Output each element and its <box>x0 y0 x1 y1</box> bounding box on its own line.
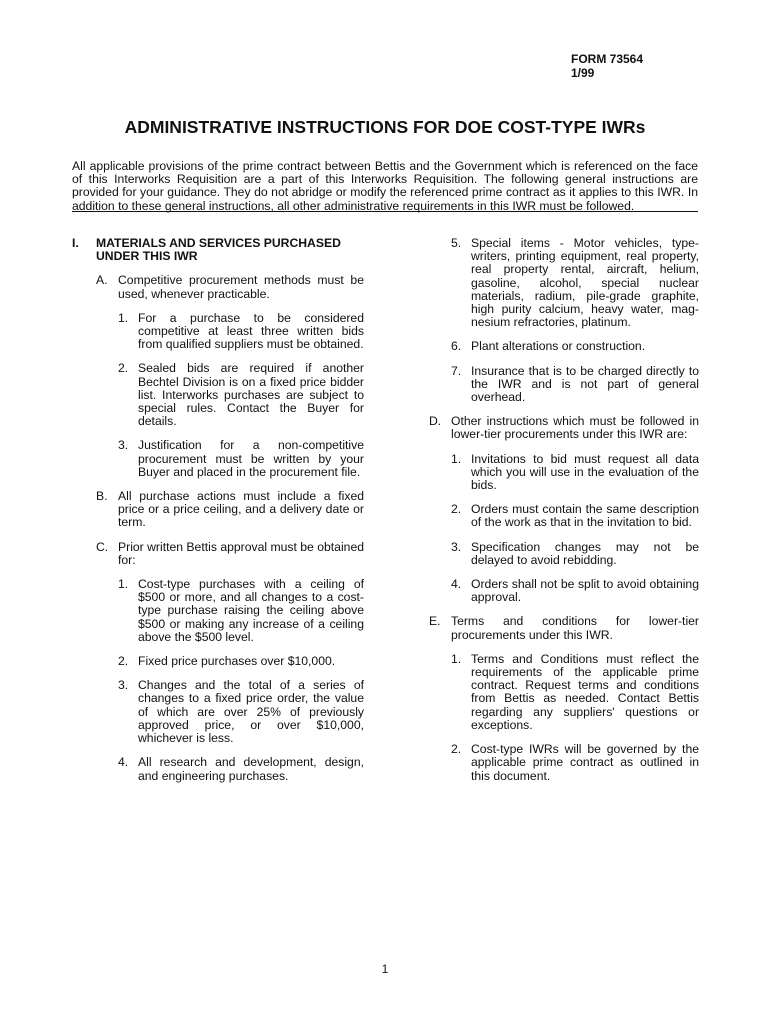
item-marker: 2. <box>118 361 129 376</box>
item-marker: 3. <box>118 678 129 693</box>
item-text: Special items - Motor vehicles, type-writers, printing equipment, real property, real property rental, aircraft, helium, gasoline, alcohol, special nuclear materials, radium, pile-grade graphite, high purity calcium, heavy water, mag-nesium refractories, platinum. <box>471 236 699 330</box>
item-text: Plant alterations or construction. <box>471 339 646 354</box>
item-a-2 <box>118 362 364 428</box>
page-number: 1 <box>381 962 389 976</box>
item-marker: 3. <box>118 438 129 453</box>
item-marker: B. <box>96 489 108 504</box>
item-a-3 <box>118 439 364 479</box>
item-d-4 <box>451 578 699 604</box>
item-marker: 1. <box>451 651 462 666</box>
item-text: Insurance that is to be charged directly to the IWR and is not part of general overhead. <box>471 363 699 405</box>
item-marker: 6. <box>451 339 462 354</box>
item-marker: C. <box>96 539 109 554</box>
item-marker: 4. <box>451 577 462 592</box>
left-column <box>72 237 364 794</box>
item-c-6 <box>451 340 699 353</box>
item-marker: 4. <box>118 755 129 770</box>
item-a-1 <box>118 312 364 352</box>
item-text: Justification for a non-competitive procurement must be written by your Buyer and placed in the procurement file. <box>138 438 364 479</box>
item-text: All research and development, design, and engineering purchases. <box>138 755 364 783</box>
item-e-1 <box>451 653 699 732</box>
item-text: Orders must contain the same description of the work as that in the invitation to bid. <box>471 502 699 530</box>
item-text: Other instructions which must be followed in lower-tier procurements under this IWR are: <box>451 414 699 442</box>
item-text: Changes and the total of a series of changes to a fixed price order, the value of which are over 25% of previously approved price, or over $10,000, whichever is less. <box>138 678 364 746</box>
item-e-2 <box>451 743 699 783</box>
item-marker: 3. <box>451 539 462 554</box>
item-text: Terms and Conditions must reflect the requirements of the applicable prime contract. Request terms and conditions from Bettis as needed. Contact Bettis regarding any suppliers' questions or exceptions. <box>471 651 699 732</box>
divider-line <box>72 211 698 212</box>
item-marker: 7. <box>451 363 462 378</box>
item-marker: 1. <box>451 451 462 466</box>
intro-paragraph: All applicable provisions of the prime contract between Bettis and the Government which is referenced on the face of this Interworks Requisition are a part of this Interworks Requisition. The following general instructions are provided for your guidance. They do not abridge or modify the referenced prime contract as it applies to this IWR. In addition to these general instructions, all other administrative requirements in this IWR must be followed. <box>72 159 698 213</box>
item-a <box>96 274 364 300</box>
item-c-5 <box>451 237 699 329</box>
item-marker: 5. <box>451 236 462 250</box>
item-marker: E. <box>429 614 441 629</box>
form-date: 1/99 <box>571 66 595 80</box>
item-text: Fixed price purchases over $10,000. <box>138 654 336 669</box>
item-text: Sealed bids are required if another Bechtel Division is on a fixed price bidder list. Interworks purchases are subject to special rules. Contact the Buyer for details. <box>138 361 364 429</box>
item-text: Terms and conditions for lower-tier procurements under this IWR. <box>451 614 699 642</box>
item-c <box>96 541 364 567</box>
item-text: Prior written Bettis approval must be obtained for: <box>118 539 364 567</box>
item-text: For a purchase to be considered competitive at least three written bids from qualified suppliers must be obtained. <box>138 310 364 352</box>
item-c-7 <box>451 365 699 405</box>
item-d <box>429 415 699 441</box>
item-d-2 <box>451 503 699 529</box>
item-text: Orders shall not be split to avoid obtaining approval. <box>471 577 699 605</box>
form-number: FORM 73564 <box>571 52 644 66</box>
item-c-2 <box>118 655 364 668</box>
section-heading <box>72 237 364 263</box>
item-marker: 2. <box>118 654 129 669</box>
item-d-1 <box>451 453 699 493</box>
page-title: ADMINISTRATIVE INSTRUCTIONS FOR DOE COST-TYPE IWRs <box>124 117 646 137</box>
item-marker: 1. <box>118 310 129 325</box>
item-text: Invitations to bid must request all data which you will use in the evaluation of the bids. <box>471 451 699 493</box>
section-marker: I. <box>72 236 79 250</box>
item-marker: 1. <box>118 577 129 592</box>
item-b <box>96 490 364 530</box>
item-marker: D. <box>429 414 442 429</box>
section-title: MATERIALS AND SERVICES PURCHASED UNDER THIS IWR <box>96 236 341 264</box>
item-text: Specification changes may not be delayed to avoid rebidding. <box>471 539 699 567</box>
item-marker: 2. <box>451 502 462 517</box>
right-column <box>429 237 699 794</box>
form-identifier <box>571 52 643 80</box>
item-d-3 <box>451 541 699 567</box>
item-text: Competitive procurement methods must be used, whenever practicable. <box>118 273 364 301</box>
item-e <box>429 615 699 641</box>
item-marker: A. <box>96 273 108 288</box>
item-c-3 <box>118 679 364 745</box>
item-c-4 <box>118 756 364 782</box>
item-text: Cost-type purchases with a ceiling of $500 or more, and all changes to a cost-type purchase raising the ceiling above $500 or making any increase of a ceiling above the $500 level. <box>138 577 364 644</box>
item-c-1 <box>118 578 364 644</box>
item-marker: 2. <box>451 742 462 757</box>
item-text: Cost-type IWRs will be governed by the applicable prime contract as outlined in this document. <box>471 742 699 783</box>
item-text: All purchase actions must include a fixed price or a price ceiling, and a delivery date or term. <box>118 489 364 530</box>
